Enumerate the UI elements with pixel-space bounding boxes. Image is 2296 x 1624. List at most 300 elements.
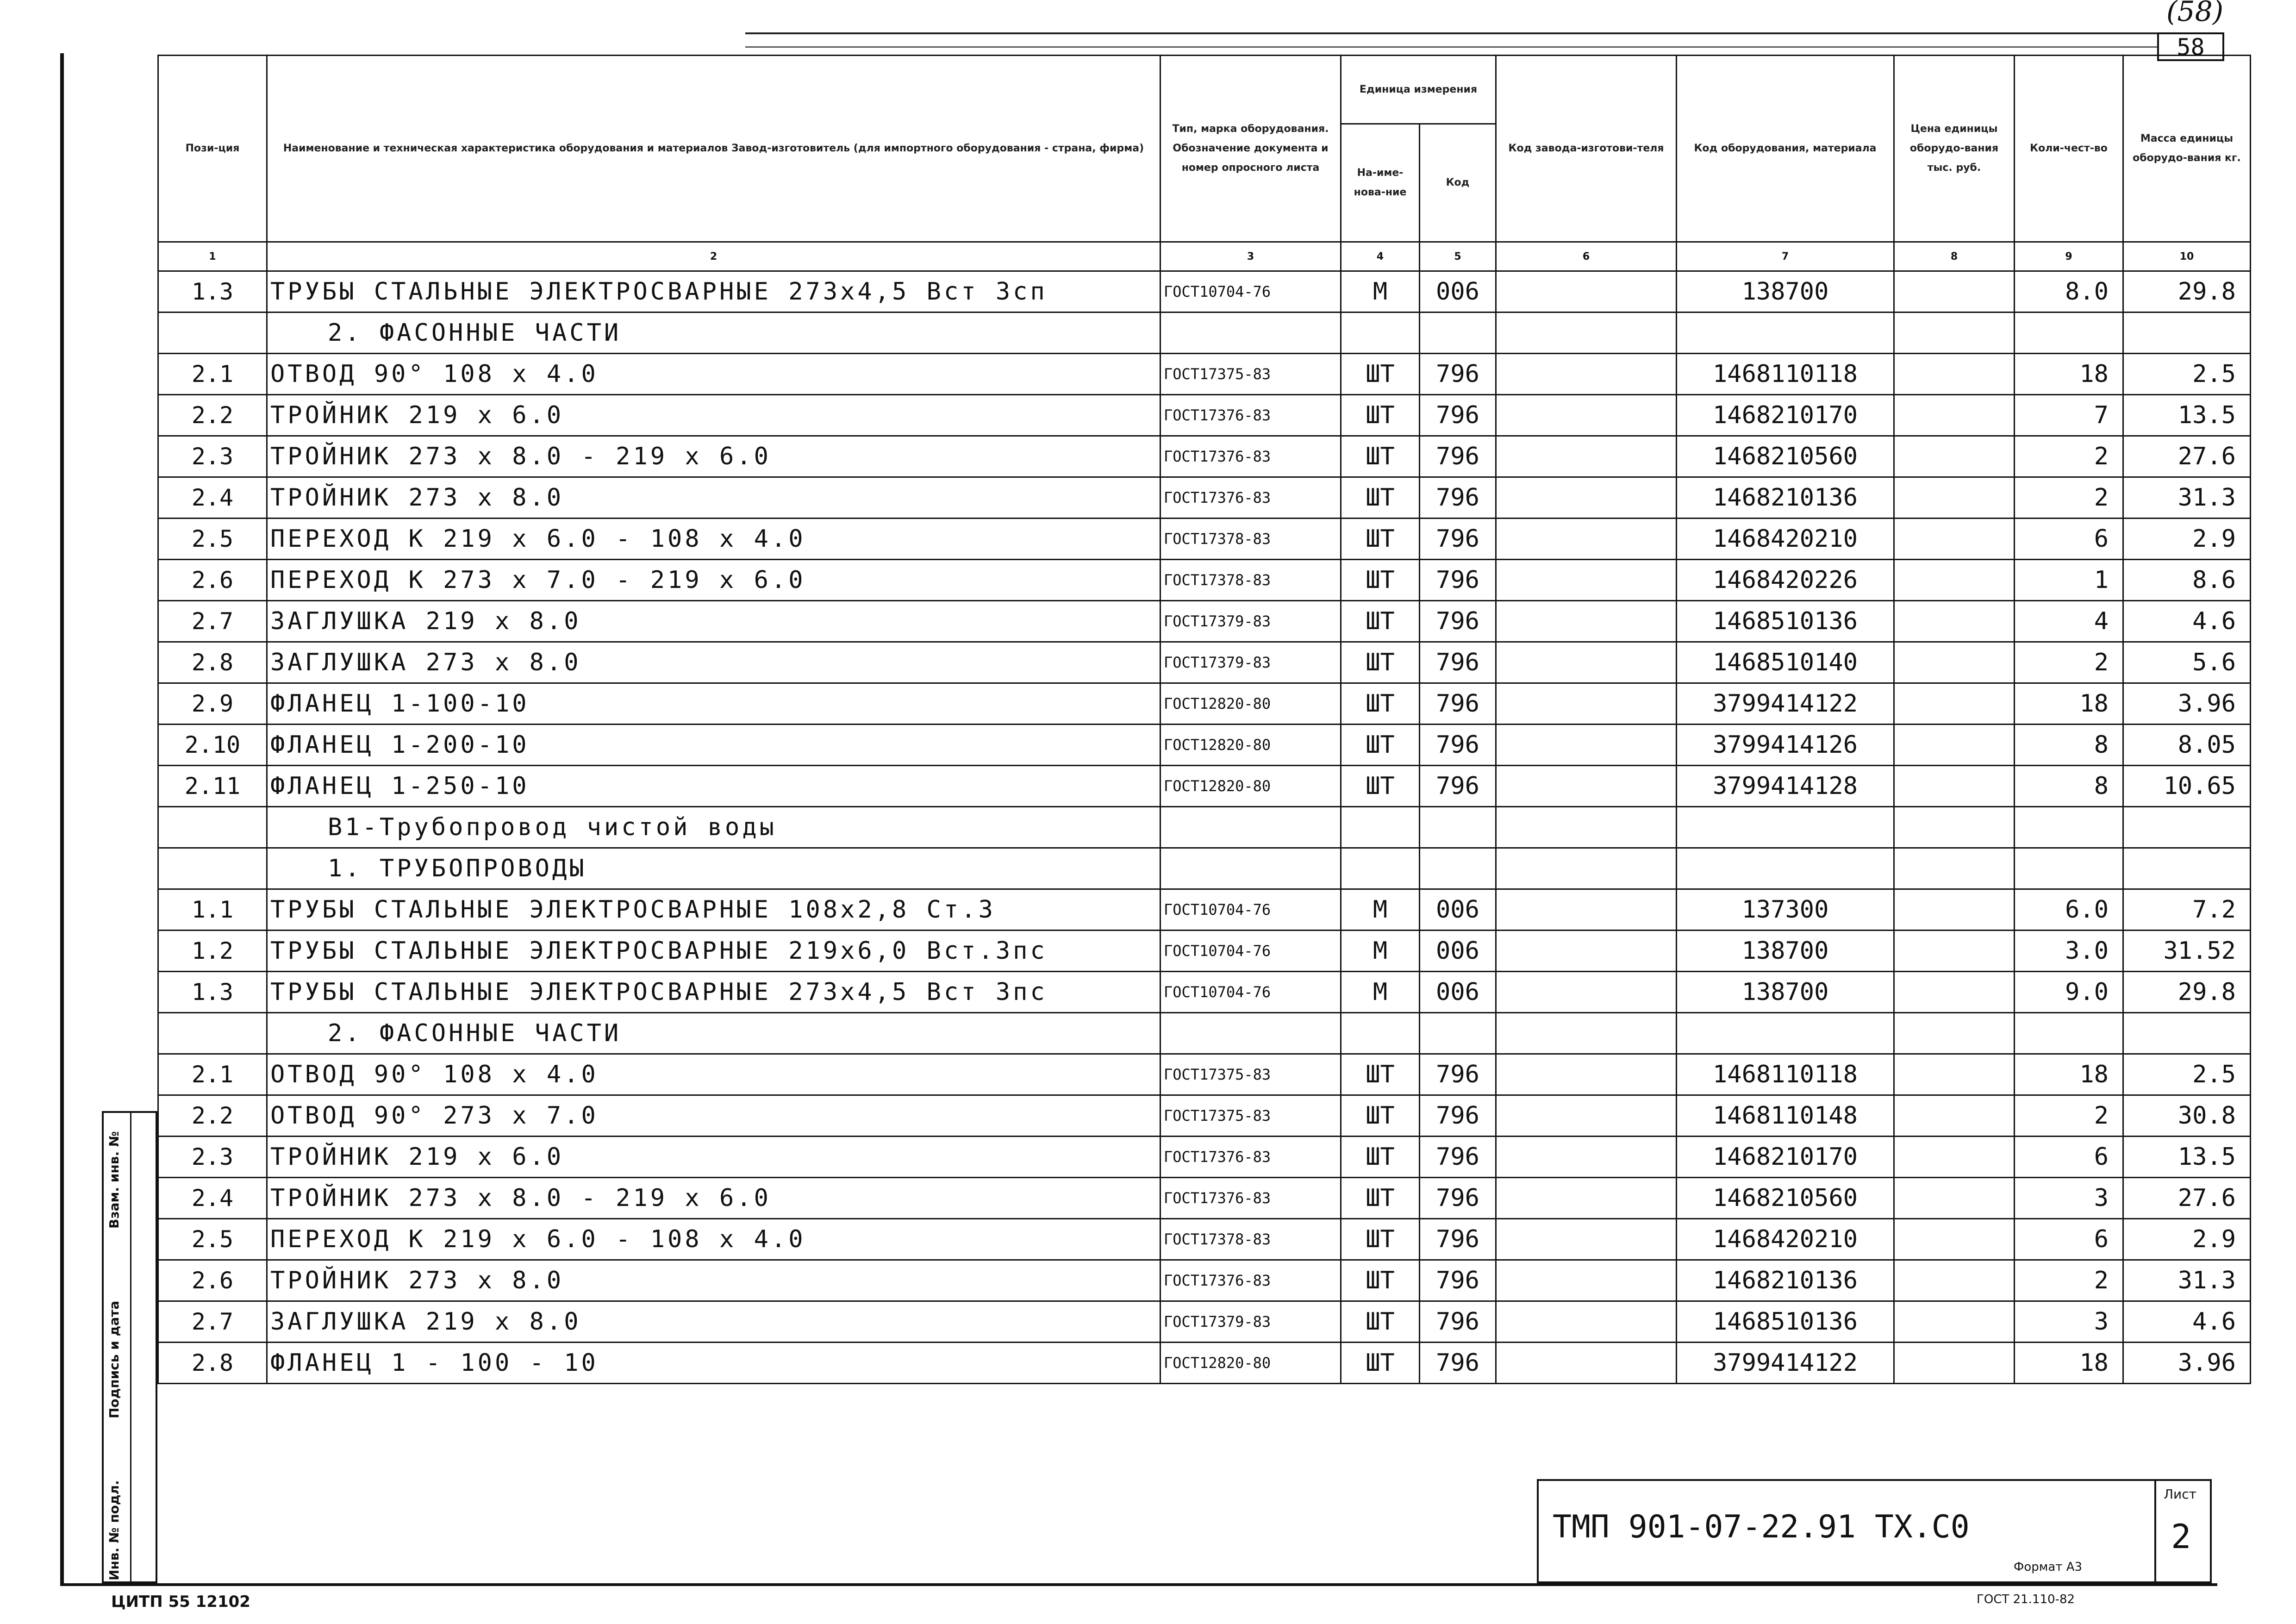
section-row: [158, 312, 2251, 354]
side-label-sign-date: Подпись и дата: [106, 1300, 122, 1418]
row-quantity: [2015, 1013, 2123, 1054]
row-unit-code: 796: [1420, 1219, 1496, 1260]
row-unit: ШТ: [1341, 395, 1420, 436]
header-price: Цена единицы оборудо-вания тыс. руб.: [1894, 56, 2015, 242]
row-quantity: 18: [2015, 354, 2123, 395]
row-unit: ШТ: [1341, 1095, 1420, 1137]
table-row: [158, 560, 2251, 601]
stamp-designation: ТМП 901-07-22.91 ТХ.С0: [1553, 1509, 1970, 1545]
row-maker-code: [1496, 972, 1677, 1013]
col-number: 3: [1160, 242, 1341, 271]
section-row: [158, 848, 2251, 889]
side-label-replaced: Взам. инв. №: [106, 1131, 122, 1229]
row-mass: 3.96: [2123, 1343, 2251, 1384]
row-unit-code: 796: [1420, 354, 1496, 395]
row-unit-code: 796: [1420, 766, 1496, 807]
row-material-code: 1468210560: [1677, 436, 1894, 477]
row-position: 2.2: [158, 1095, 267, 1137]
row-quantity: 3: [2015, 1178, 2123, 1219]
frame-left-border: [60, 53, 64, 1586]
row-quantity: 8: [2015, 766, 2123, 807]
table-row: [158, 395, 2251, 436]
row-position: 2.5: [158, 1219, 267, 1260]
row-quantity: 18: [2015, 683, 2123, 725]
header-mass: Масса единицы оборудо-вания кг.: [2123, 56, 2251, 242]
table-row: [158, 601, 2251, 642]
row-mass: 31.3: [2123, 1260, 2251, 1301]
row-mass: [2123, 312, 2251, 354]
table-row: [158, 642, 2251, 683]
table-row: [158, 354, 2251, 395]
row-material-code: 3799414122: [1677, 1343, 1894, 1384]
row-material-code: 3799414122: [1677, 683, 1894, 725]
row-quantity: 6: [2015, 518, 2123, 560]
row-mass: 4.6: [2123, 1301, 2251, 1343]
table-row: [158, 972, 2251, 1013]
row-document: ГОСТ17376-83: [1160, 1137, 1341, 1178]
row-maker-code: [1496, 518, 1677, 560]
row-document: ГОСТ17375-83: [1160, 1095, 1341, 1137]
row-mass: 31.52: [2123, 931, 2251, 972]
row-quantity: 3: [2015, 1301, 2123, 1343]
row-maker-code: [1496, 1178, 1677, 1219]
row-unit-code: 796: [1420, 642, 1496, 683]
col-number: 6: [1496, 242, 1677, 271]
row-unit: ШТ: [1341, 766, 1420, 807]
row-mass: 13.5: [2123, 1137, 2251, 1178]
row-unit-code: [1420, 848, 1496, 889]
row-position: 2.3: [158, 436, 267, 477]
row-name: ОТВОД 90° 273 х 7.0: [267, 1095, 1160, 1137]
row-unit-code: 796: [1420, 1301, 1496, 1343]
row-document: ГОСТ12820-80: [1160, 766, 1341, 807]
row-name: ТРУБЫ СТАЛЬНЫЕ ЭЛЕКТРОСВАРНЫЕ 219х6,0 Вст.3пс: [267, 931, 1160, 972]
row-document: ГОСТ17376-83: [1160, 1178, 1341, 1219]
row-unit-code: 796: [1420, 725, 1496, 766]
row-position: 2.4: [158, 1178, 267, 1219]
row-position: 1.3: [158, 271, 267, 312]
row-price: [1894, 312, 2015, 354]
row-position: [158, 312, 267, 354]
table-row: [158, 1219, 2251, 1260]
table-row: [158, 931, 2251, 972]
row-mass: 30.8: [2123, 1095, 2251, 1137]
row-position: 1.1: [158, 889, 267, 931]
row-quantity: 2: [2015, 1260, 2123, 1301]
row-quantity: 9.0: [2015, 972, 2123, 1013]
row-name: ЗАГЛУШКА 273 х 8.0: [267, 642, 1160, 683]
row-maker-code: [1496, 477, 1677, 518]
row-unit: ШТ: [1341, 642, 1420, 683]
row-quantity: [2015, 807, 2123, 848]
row-material-code: 1468510140: [1677, 642, 1894, 683]
row-mass: 31.3: [2123, 477, 2251, 518]
row-unit-code: [1420, 807, 1496, 848]
row-name: ФЛАНЕЦ 1-250-10: [267, 766, 1160, 807]
col-number: 8: [1894, 242, 2015, 271]
row-name: ТРОЙНИК 273 х 8.0: [267, 1260, 1160, 1301]
row-document: ГОСТ10704-76: [1160, 271, 1341, 312]
row-price: [1894, 477, 2015, 518]
row-maker-code: [1496, 889, 1677, 931]
row-maker-code: [1496, 1260, 1677, 1301]
row-document: ГОСТ17378-83: [1160, 1219, 1341, 1260]
row-document: ГОСТ17379-83: [1160, 601, 1341, 642]
row-price: [1894, 642, 2015, 683]
row-document: ГОСТ17378-83: [1160, 560, 1341, 601]
row-mass: 27.6: [2123, 436, 2251, 477]
row-unit-code: [1420, 1013, 1496, 1054]
row-maker-code: [1496, 436, 1677, 477]
row-price: [1894, 1219, 2015, 1260]
section-row: [158, 1013, 2251, 1054]
row-maker-code: [1496, 725, 1677, 766]
row-position: 1.2: [158, 931, 267, 972]
row-name: ОТВОД 90° 108 х 4.0: [267, 354, 1160, 395]
row-material-code: 1468420210: [1677, 1219, 1894, 1260]
row-price: [1894, 560, 2015, 601]
row-position: 2.1: [158, 354, 267, 395]
col-number: 7: [1677, 242, 1894, 271]
row-name: ЗАГЛУШКА 219 х 8.0: [267, 601, 1160, 642]
row-position: [158, 807, 267, 848]
row-quantity: 2: [2015, 1095, 2123, 1137]
row-name: ФЛАНЕЦ 1-100-10: [267, 683, 1160, 725]
row-document: ГОСТ17379-83: [1160, 642, 1341, 683]
header-type: Тип, марка оборудования. Обозначение документа и номер опросного листа: [1160, 56, 1341, 242]
row-mass: 10.65: [2123, 766, 2251, 807]
row-price: [1894, 931, 2015, 972]
row-material-code: 137300: [1677, 889, 1894, 931]
row-mass: 8.05: [2123, 725, 2251, 766]
row-unit-code: 796: [1420, 601, 1496, 642]
row-maker-code: [1496, 807, 1677, 848]
row-name: ТРОЙНИК 219 х 6.0: [267, 395, 1160, 436]
row-unit: ШТ: [1341, 683, 1420, 725]
col-number: 10: [2123, 242, 2251, 271]
specification-body: [158, 271, 2251, 1384]
row-unit-code: 796: [1420, 1054, 1496, 1095]
row-position: 2.9: [158, 683, 267, 725]
row-quantity: 2: [2015, 436, 2123, 477]
col-number: 4: [1341, 242, 1420, 271]
row-maker-code: [1496, 1095, 1677, 1137]
row-unit: ШТ: [1341, 354, 1420, 395]
row-maker-code: [1496, 560, 1677, 601]
row-price: [1894, 1343, 2015, 1384]
row-price: [1894, 1137, 2015, 1178]
row-name: ПЕРЕХОД К 219 х 6.0 - 108 х 4.0: [267, 518, 1160, 560]
row-document: ГОСТ12820-80: [1160, 725, 1341, 766]
row-material-code: 1468510136: [1677, 1301, 1894, 1343]
row-price: [1894, 1054, 2015, 1095]
row-unit: ШТ: [1341, 1137, 1420, 1178]
row-document: ГОСТ17375-83: [1160, 354, 1341, 395]
row-document: ГОСТ10704-76: [1160, 972, 1341, 1013]
row-unit: [1341, 1013, 1420, 1054]
row-unit-code: 006: [1420, 931, 1496, 972]
row-unit-code: 796: [1420, 1178, 1496, 1219]
row-quantity: 7: [2015, 395, 2123, 436]
row-maker-code: [1496, 395, 1677, 436]
row-name: ТРОЙНИК 273 х 8.0 - 219 х 6.0: [267, 1178, 1160, 1219]
row-price: [1894, 1013, 2015, 1054]
row-unit: ШТ: [1341, 725, 1420, 766]
row-name: ТРОЙНИК 273 х 8.0: [267, 477, 1160, 518]
row-unit: [1341, 807, 1420, 848]
header-material-code: Код оборудования, материала: [1677, 56, 1894, 242]
row-quantity: 2: [2015, 642, 2123, 683]
row-document: ГОСТ10704-76: [1160, 931, 1341, 972]
row-price: [1894, 1301, 2015, 1343]
row-document: ГОСТ17376-83: [1160, 395, 1341, 436]
header-unit-name: На-име-нова-ние: [1341, 124, 1420, 242]
row-maker-code: [1496, 683, 1677, 725]
row-quantity: [2015, 848, 2123, 889]
row-unit-code: 006: [1420, 889, 1496, 931]
row-unit: М: [1341, 889, 1420, 931]
row-price: [1894, 601, 2015, 642]
row-unit: М: [1341, 931, 1420, 972]
handwritten-sheet-number: (58): [2166, 0, 2224, 28]
row-name: ТРОЙНИК 219 х 6.0: [267, 1137, 1160, 1178]
row-price: [1894, 972, 2015, 1013]
stamp-sheet-label: Лист: [2164, 1487, 2196, 1502]
row-mass: 2.5: [2123, 354, 2251, 395]
row-maker-code: [1496, 1013, 1677, 1054]
row-name: ТРУБЫ СТАЛЬНЫЕ ЭЛЕКТРОСВАРНЫЕ 273х4,5 Вст 3сп: [267, 271, 1160, 312]
row-material-code: 1468110118: [1677, 354, 1894, 395]
header-position: Пози-ция: [158, 56, 267, 242]
col-number: 2: [267, 242, 1160, 271]
row-document: ГОСТ17379-83: [1160, 1301, 1341, 1343]
row-material-code: 1468210170: [1677, 1137, 1894, 1178]
row-mass: [2123, 848, 2251, 889]
row-unit-code: 796: [1420, 1260, 1496, 1301]
table-row: [158, 518, 2251, 560]
row-material-code: 1468110148: [1677, 1095, 1894, 1137]
row-position: 2.8: [158, 642, 267, 683]
row-material-code: 1468110118: [1677, 1054, 1894, 1095]
row-maker-code: [1496, 1343, 1677, 1384]
row-maker-code: [1496, 1137, 1677, 1178]
row-maker-code: [1496, 354, 1677, 395]
row-mass: 3.96: [2123, 683, 2251, 725]
row-price: [1894, 889, 2015, 931]
row-unit-code: 796: [1420, 1137, 1496, 1178]
row-quantity: 8: [2015, 725, 2123, 766]
row-document: ГОСТ10704-76: [1160, 889, 1341, 931]
footer-left-code: ЦИТП 55 12102: [111, 1593, 250, 1611]
table-row: [158, 1137, 2251, 1178]
row-mass: 8.6: [2123, 560, 2251, 601]
row-position: 2.10: [158, 725, 267, 766]
row-maker-code: [1496, 601, 1677, 642]
row-price: [1894, 848, 2015, 889]
row-unit-code: 796: [1420, 560, 1496, 601]
col-number: 5: [1420, 242, 1496, 271]
footer-format: Формат А3: [2014, 1560, 2083, 1574]
row-price: [1894, 436, 2015, 477]
row-unit: ШТ: [1341, 560, 1420, 601]
row-document: ГОСТ17376-83: [1160, 477, 1341, 518]
row-name: ФЛАНЕЦ 1-200-10: [267, 725, 1160, 766]
row-maker-code: [1496, 1054, 1677, 1095]
header-quantity: Коли-чест-во: [2015, 56, 2123, 242]
row-unit: ШТ: [1341, 1054, 1420, 1095]
header-name: Наименование и техническая характеристика оборудования и материалов Завод-изготовитель (для импортного оборудования - страна, фирма): [267, 56, 1160, 242]
col-number: 1: [158, 242, 267, 271]
row-maker-code: [1496, 1219, 1677, 1260]
row-quantity: 1: [2015, 560, 2123, 601]
row-maker-code: [1496, 271, 1677, 312]
row-price: [1894, 1095, 2015, 1137]
row-material-code: 1468510136: [1677, 601, 1894, 642]
row-price: [1894, 1178, 2015, 1219]
row-unit: ШТ: [1341, 1260, 1420, 1301]
row-mass: 2.9: [2123, 1219, 2251, 1260]
row-unit-code: 796: [1420, 518, 1496, 560]
title-stamp: [1537, 1479, 2212, 1583]
section-row: [158, 807, 2251, 848]
footer-standard: ГОСТ 21.110-82: [1977, 1593, 2075, 1606]
row-material-code: 1468210136: [1677, 1260, 1894, 1301]
row-price: [1894, 766, 2015, 807]
header-unit-code: Код: [1420, 124, 1496, 242]
sheet-number-box: 58: [2157, 32, 2224, 61]
row-material-code: 138700: [1677, 931, 1894, 972]
row-unit-code: 796: [1420, 1343, 1496, 1384]
row-material-code: 1468420226: [1677, 560, 1894, 601]
row-position: 2.7: [158, 1301, 267, 1343]
row-quantity: 6.0: [2015, 889, 2123, 931]
row-position: 2.11: [158, 766, 267, 807]
side-stamp-strip: [102, 1111, 157, 1583]
row-position: 2.3: [158, 1137, 267, 1178]
row-name: ФЛАНЕЦ 1 - 100 - 10: [267, 1343, 1160, 1384]
table-row: [158, 477, 2251, 518]
row-material-code: [1677, 807, 1894, 848]
row-price: [1894, 354, 2015, 395]
row-name: ТРОЙНИК 273 х 8.0 - 219 х 6.0: [267, 436, 1160, 477]
row-position: 2.7: [158, 601, 267, 642]
row-maker-code: [1496, 312, 1677, 354]
top-rule-secondary: [745, 46, 2157, 48]
table-row: [158, 1054, 2251, 1095]
row-material-code: 3799414128: [1677, 766, 1894, 807]
row-material-code: 1468210560: [1677, 1178, 1894, 1219]
table-row: [158, 725, 2251, 766]
table-row: [158, 1095, 2251, 1137]
row-quantity: 6: [2015, 1219, 2123, 1260]
row-price: [1894, 518, 2015, 560]
row-name: ТРУБЫ СТАЛЬНЫЕ ЭЛЕКТРОСВАРНЫЕ 273х4,5 Вст 3пс: [267, 972, 1160, 1013]
row-maker-code: [1496, 766, 1677, 807]
header-unit-group: Единица измерения: [1341, 56, 1496, 124]
row-document: ГОСТ17375-83: [1160, 1054, 1341, 1095]
row-unit: ШТ: [1341, 1219, 1420, 1260]
table-row: [158, 1260, 2251, 1301]
row-document: ГОСТ17376-83: [1160, 436, 1341, 477]
row-unit-code: 796: [1420, 477, 1496, 518]
row-quantity: 6: [2015, 1137, 2123, 1178]
row-mass: 29.8: [2123, 271, 2251, 312]
row-name: ОТВОД 90° 108 х 4.0: [267, 1054, 1160, 1095]
row-material-code: 1468420210: [1677, 518, 1894, 560]
row-price: [1894, 1260, 2015, 1301]
row-position: 2.5: [158, 518, 267, 560]
table-row: [158, 766, 2251, 807]
row-position: 2.6: [158, 1260, 267, 1301]
table-row: [158, 271, 2251, 312]
row-unit-code: 006: [1420, 972, 1496, 1013]
row-quantity: 2: [2015, 477, 2123, 518]
row-mass: 5.6: [2123, 642, 2251, 683]
row-document: [1160, 1013, 1341, 1054]
row-unit: ШТ: [1341, 477, 1420, 518]
row-mass: 2.9: [2123, 518, 2251, 560]
stamp-sheet-cell: [2154, 1481, 2210, 1585]
row-quantity: 18: [2015, 1343, 2123, 1384]
row-maker-code: [1496, 1301, 1677, 1343]
row-unit: ШТ: [1341, 1178, 1420, 1219]
row-quantity: 3.0: [2015, 931, 2123, 972]
row-unit-code: 006: [1420, 271, 1496, 312]
row-position: [158, 1013, 267, 1054]
row-unit: ШТ: [1341, 1301, 1420, 1343]
row-name: ЗАГЛУШКА 219 х 8.0: [267, 1301, 1160, 1343]
row-unit: [1341, 312, 1420, 354]
row-mass: 2.5: [2123, 1054, 2251, 1095]
row-mass: 29.8: [2123, 972, 2251, 1013]
row-unit-code: 796: [1420, 436, 1496, 477]
col-number: 9: [2015, 242, 2123, 271]
row-name: ТРУБЫ СТАЛЬНЫЕ ЭЛЕКТРОСВАРНЫЕ 108х2,8 Ст.3: [267, 889, 1160, 931]
table-row: [158, 1178, 2251, 1219]
row-document: ГОСТ12820-80: [1160, 683, 1341, 725]
row-mass: [2123, 807, 2251, 848]
row-name: 2. ФАСОННЫЕ ЧАСТИ: [267, 1013, 1160, 1054]
row-quantity: 18: [2015, 1054, 2123, 1095]
row-maker-code: [1496, 642, 1677, 683]
table-row: [158, 889, 2251, 931]
row-position: 1.3: [158, 972, 267, 1013]
frame-bottom-border: [60, 1583, 2217, 1586]
row-document: [1160, 848, 1341, 889]
row-unit: ШТ: [1341, 518, 1420, 560]
row-mass: 13.5: [2123, 395, 2251, 436]
row-price: [1894, 807, 2015, 848]
row-mass: 7.2: [2123, 889, 2251, 931]
top-rule: [745, 32, 2157, 34]
row-unit: М: [1341, 972, 1420, 1013]
row-position: 2.2: [158, 395, 267, 436]
row-document: [1160, 312, 1341, 354]
row-price: [1894, 395, 2015, 436]
row-quantity: 4: [2015, 601, 2123, 642]
row-unit-code: [1420, 312, 1496, 354]
table-row: [158, 683, 2251, 725]
row-document: ГОСТ12820-80: [1160, 1343, 1341, 1384]
row-maker-code: [1496, 848, 1677, 889]
table-row: [158, 1301, 2251, 1343]
row-quantity: 8.0: [2015, 271, 2123, 312]
specification-table: [157, 55, 2251, 1384]
row-material-code: 1468210136: [1677, 477, 1894, 518]
row-position: 2.8: [158, 1343, 267, 1384]
row-name: В1-Трубопровод чистой воды: [267, 807, 1160, 848]
row-price: [1894, 683, 2015, 725]
